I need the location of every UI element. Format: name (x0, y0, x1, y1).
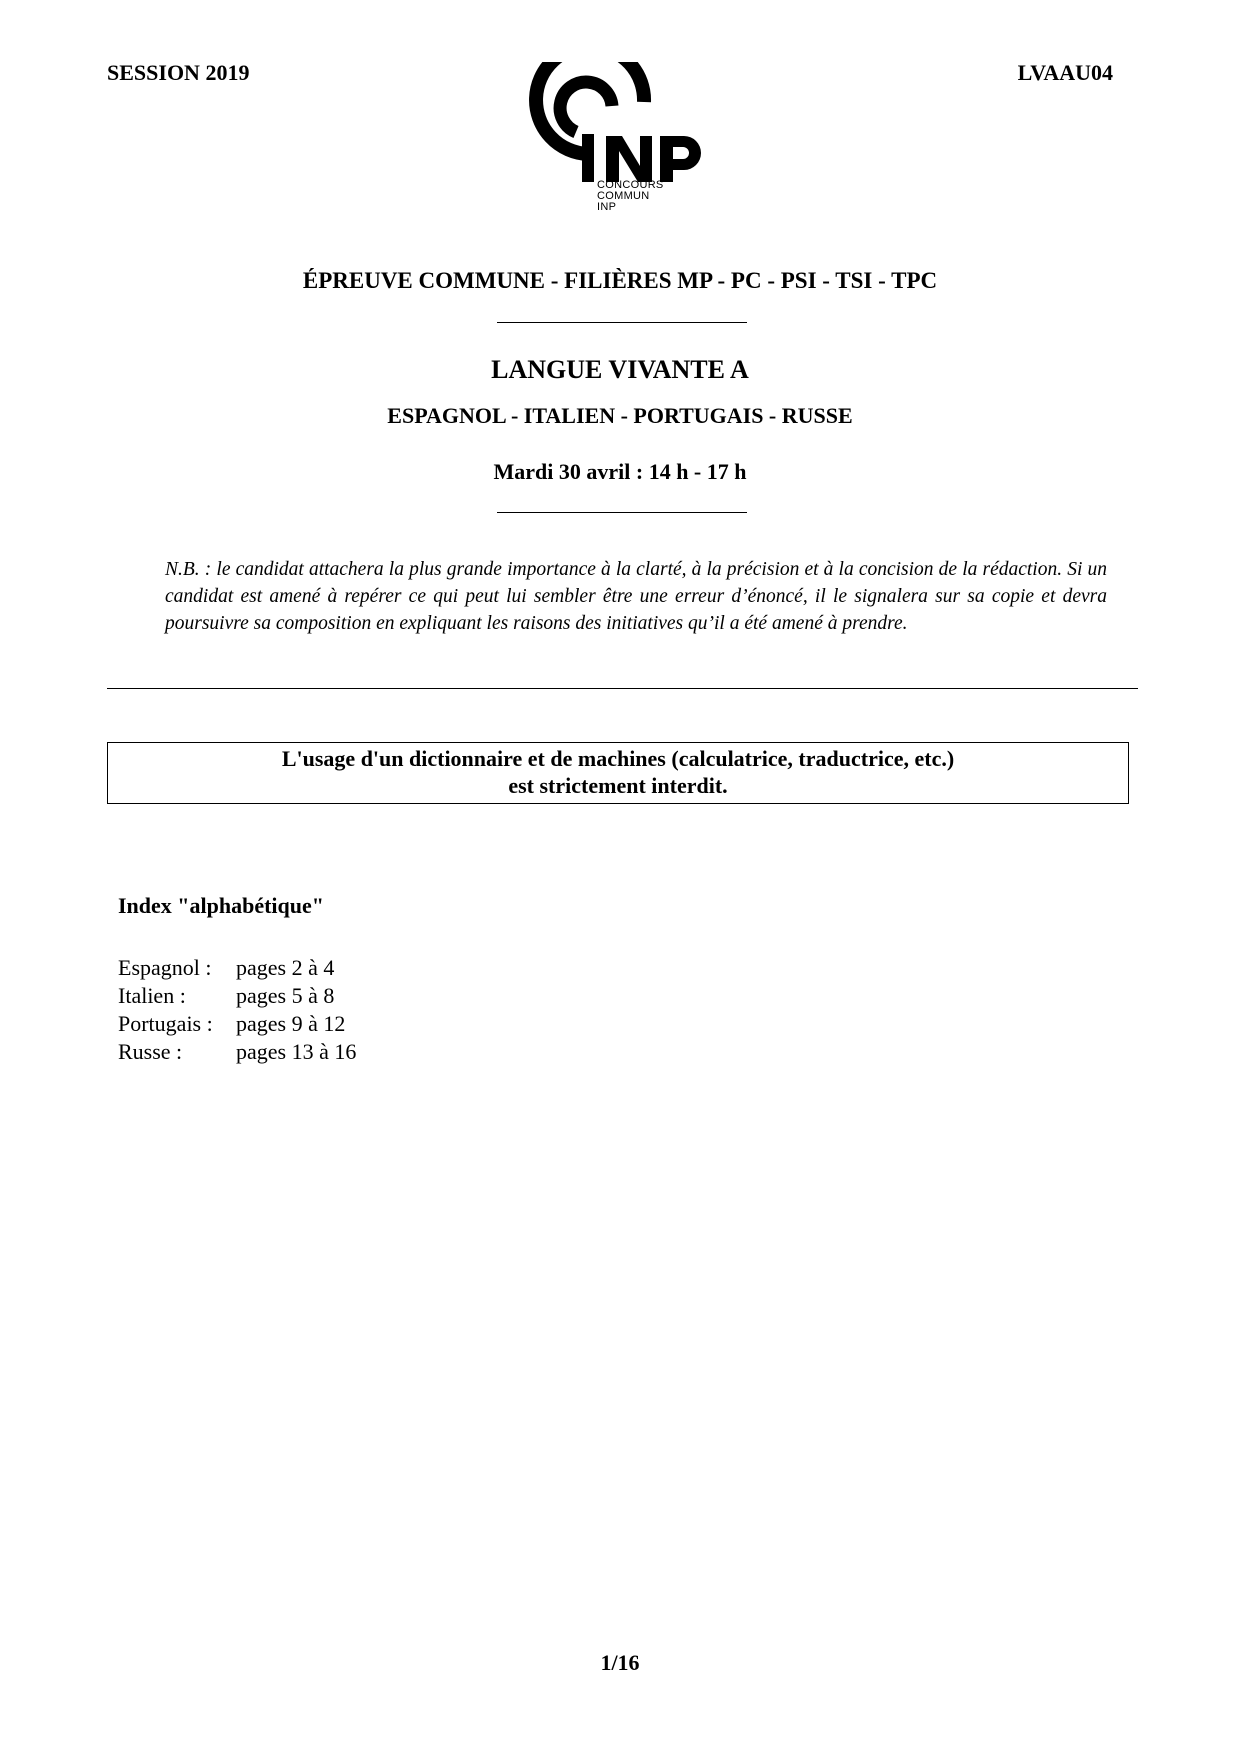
index-language: Portugais : (118, 1011, 213, 1036)
logo-subtitle-line: INP (597, 201, 617, 213)
index-pages: pages 13 à 16 (236, 1039, 357, 1064)
index-pages: pages 2 à 4 (236, 955, 335, 980)
warning-line: L'usage d'un dictionnaire et de machines (calculatrice, traductrice, etc.) (281, 746, 955, 771)
languages-list: ESPAGNOL - ITALIEN - PORTUGAIS - RUSSE (387, 403, 853, 428)
divider (107, 688, 1138, 689)
logo-subtitle-line: CONCOURS (597, 179, 664, 191)
logo-subtitle-line: COMMUN (597, 190, 650, 202)
index-pages: pages 9 à 12 (236, 1011, 346, 1036)
divider (497, 512, 747, 513)
exam-date: Mardi 30 avril : 14 h - 17 h (493, 459, 747, 484)
divider (497, 322, 747, 323)
page-number: 1/16 (600, 1650, 640, 1675)
exam-code: LVAAU04 (1017, 60, 1113, 85)
logo-subtitle (597, 180, 664, 213)
index-language: Espagnol : (118, 955, 212, 980)
index-language: Italien : (118, 983, 186, 1008)
index-title: Index "alphabétique" (118, 893, 324, 918)
index-pages: pages 5 à 8 (236, 983, 335, 1008)
index-language: Russe : (118, 1039, 183, 1064)
exam-title: ÉPREUVE COMMUNE - FILIÈRES MP - PC - PSI - TSI - TPC (302, 268, 938, 293)
subject-title: LANGUE VIVANTE A (491, 355, 749, 384)
warning-line: est strictement interdit. (508, 773, 728, 798)
session-label: SESSION 2019 (107, 60, 250, 85)
nb-notice: N.B. : le candidat attachera la plus grande importance à la clarté, à la précision et à la concision de la rédaction. Si un candidat est amené à repérer ce qui peut lui sembler être une erreur d’énoncé, il le signalera sur sa copie et devra poursuivre sa composition en expliquant les raisons des initiatives qu’il a été amené à prendre. (165, 559, 1107, 634)
logo-mark-icon (536, 62, 701, 182)
